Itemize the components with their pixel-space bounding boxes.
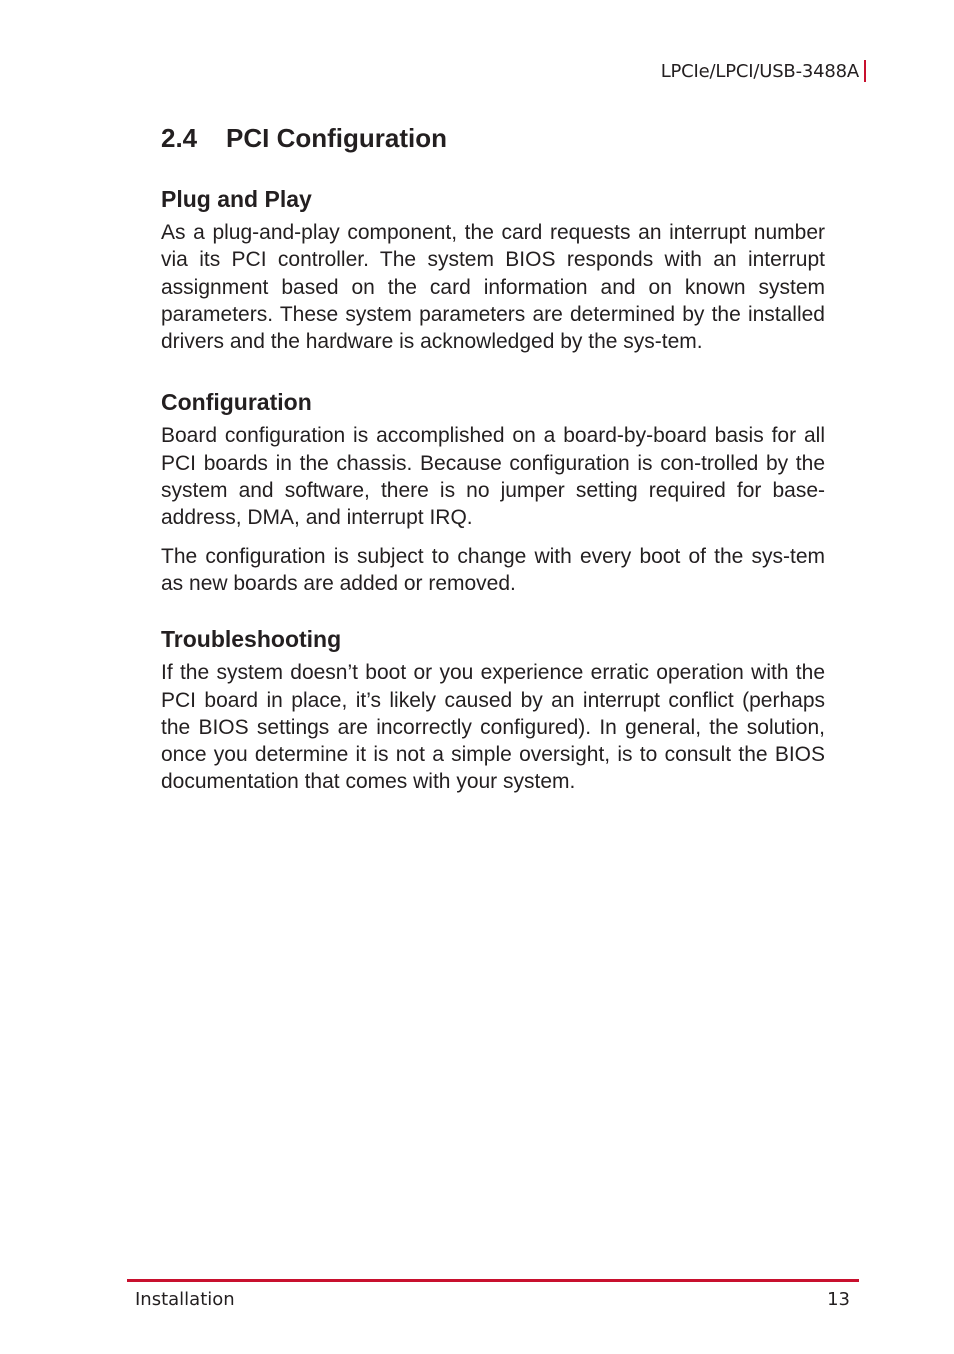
paragraph-configuration-1: Board configuration is accomplished on a board-by-board basis for all PCI boards in the chassis. Because configuration is con-trolled by the system and software, there is no jumper setting required for base-address, DMA, and interrupt IRQ. [161,424,825,530]
subheading-plug-and-play: Plug and Play [161,186,312,212]
footer-rule [127,1279,859,1282]
footer-page-number: 13 [827,1289,850,1310]
header-accent-bar [864,60,866,82]
section-title [161,118,825,158]
paragraph-configuration-2: The configuration is subject to change with every boot of the sys-tem as new boards are added or removed. [161,544,825,595]
footer-chapter: Installation [135,1289,235,1310]
page-content [161,118,825,796]
subheading-configuration: Configuration [161,389,312,416]
section-number: 2.4 [161,123,198,153]
subheading-troubleshooting: Troubleshooting [161,626,342,653]
paragraph-troubleshooting: If the system doesn’t boot or you experience erratic operation with the PCI board in place, it’s likely caused by an interrupt conflict (perhaps the BIOS settings are incorrectly configured). In general, the solution, once you determine it is not a simple oversight, is to consult the BIOS documentation that comes with your system. [161,661,825,794]
paragraph-plug-and-play: As a plug-and-play component, the card requests an interrupt number via its PCI controller. The system BIOS responds with an interrupt assignment based on the card information and on known system parameters. These system parameters are determined by the installed drivers and the hardware is acknowledged by the sys-tem. [161,221,825,354]
section-title-text: PCI Configuration [226,123,447,153]
header-product-name: LPCIe/LPCI/USB-3488A [660,60,859,82]
running-header [661,60,866,82]
